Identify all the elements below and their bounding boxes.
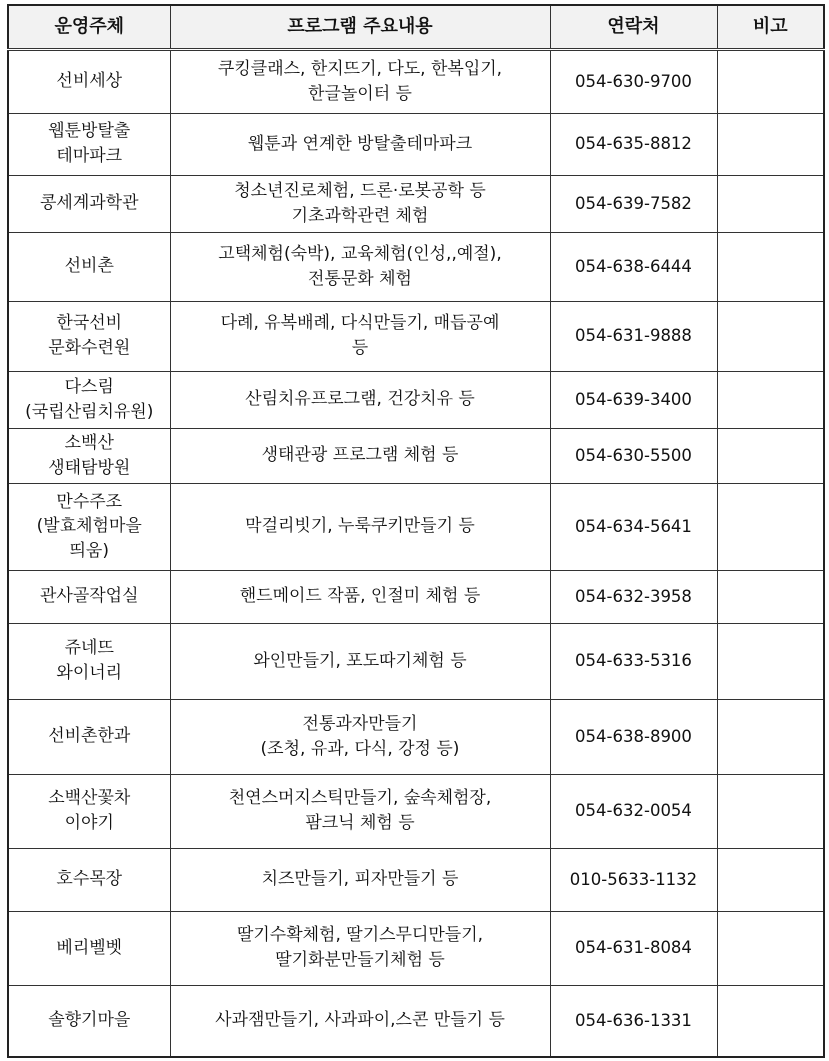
program-cell: 딸기수확체험, 딸기스무디만들기, 딸기화분만들기체험 등 <box>170 911 550 985</box>
contact-cell: 054-634-5641 <box>550 483 717 570</box>
contact-cell: 054-632-0054 <box>550 774 717 848</box>
table-row <box>8 232 824 301</box>
operator-cell: 솔향기마을 <box>8 985 170 1057</box>
table-row <box>8 301 824 371</box>
table-row <box>8 623 824 699</box>
contact-cell: 054-638-6444 <box>550 232 717 301</box>
program-cell: 다례, 유복배례, 다식만들기, 매듭공예 등 <box>170 301 550 371</box>
contact-cell: 054-636-1331 <box>550 985 717 1057</box>
contact-cell: 054-633-5316 <box>550 623 717 699</box>
operator-cell: 선비세상 <box>8 49 170 113</box>
contact-cell: 054-630-9700 <box>550 49 717 113</box>
contact-cell: 054-638-8900 <box>550 699 717 774</box>
note-cell <box>717 848 824 911</box>
operator-cell: 선비촌 <box>8 232 170 301</box>
operator-cell: 한국선비 문화수련원 <box>8 301 170 371</box>
operator-cell: 콩세계과학관 <box>8 175 170 232</box>
operator-cell: 호수목장 <box>8 848 170 911</box>
program-cell: 산림치유프로그램, 건강치유 등 <box>170 371 550 428</box>
operator-cell: 다스림 (국립산림치유원) <box>8 371 170 428</box>
note-cell <box>717 232 824 301</box>
program-cell: 와인만들기, 포도따기체험 등 <box>170 623 550 699</box>
program-cell: 천연스머지스틱만들기, 숲속체험장, 팜크닉 체험 등 <box>170 774 550 848</box>
header-program: 프로그램 주요내용 <box>170 5 550 49</box>
program-cell: 전통과자만들기 (조청, 유과, 다식, 강정 등) <box>170 699 550 774</box>
contact-cell: 054-639-3400 <box>550 371 717 428</box>
program-cell: 사과잼만들기, 사과파이,스콘 만들기 등 <box>170 985 550 1057</box>
program-cell: 핸드메이드 작품, 인절미 체험 등 <box>170 570 550 623</box>
note-cell <box>717 49 824 113</box>
contact-cell: 054-631-9888 <box>550 301 717 371</box>
note-cell <box>717 570 824 623</box>
note-cell <box>717 623 824 699</box>
operator-cell: 웹툰방탈출 테마파크 <box>8 113 170 175</box>
note-cell <box>717 175 824 232</box>
note-cell <box>717 371 824 428</box>
operator-cell: 소백산꽃차 이야기 <box>8 774 170 848</box>
table-row <box>8 985 824 1057</box>
operator-cell: 선비촌한과 <box>8 699 170 774</box>
contact-cell: 054-639-7582 <box>550 175 717 232</box>
contact-cell: 054-631-8084 <box>550 911 717 985</box>
operator-cell: 베리벨벳 <box>8 911 170 985</box>
program-cell: 고택체험(숙박), 교육체험(인성,,예절), 전통문화 체험 <box>170 232 550 301</box>
table-row <box>8 911 824 985</box>
table-row <box>8 848 824 911</box>
program-cell: 생태관광 프로그램 체험 등 <box>170 428 550 483</box>
header-note: 비고 <box>717 5 824 49</box>
operator-cell: 만수주조 (발효체험마을 띄움) <box>8 483 170 570</box>
note-cell <box>717 301 824 371</box>
contact-cell: 010-5633-1132 <box>550 848 717 911</box>
note-cell <box>717 699 824 774</box>
note-cell <box>717 428 824 483</box>
operator-cell: 소백산 생태탐방원 <box>8 428 170 483</box>
program-cell: 치즈만들기, 피자만들기 등 <box>170 848 550 911</box>
program-cell: 청소년진로체험, 드론·로봇공학 등 기초과학관련 체험 <box>170 175 550 232</box>
program-cell: 쿠킹클래스, 한지뜨기, 다도, 한복입기, 한글놀이터 등 <box>170 49 550 113</box>
table-row <box>8 49 824 113</box>
program-table <box>7 4 825 1058</box>
table-body <box>8 49 824 1057</box>
table-row <box>8 371 824 428</box>
table-row <box>8 428 824 483</box>
table-row <box>8 774 824 848</box>
note-cell <box>717 113 824 175</box>
program-cell: 웹툰과 연계한 방탈출테마파크 <box>170 113 550 175</box>
note-cell <box>717 774 824 848</box>
note-cell <box>717 911 824 985</box>
header-contact: 연락처 <box>550 5 717 49</box>
program-cell: 막걸리빗기, 누룩쿠키만들기 등 <box>170 483 550 570</box>
table-row <box>8 175 824 232</box>
operator-cell: 관사골작업실 <box>8 570 170 623</box>
contact-cell: 054-635-8812 <box>550 113 717 175</box>
note-cell <box>717 985 824 1057</box>
operator-cell: 쥬네뜨 와이너리 <box>8 623 170 699</box>
table-row <box>8 483 824 570</box>
program-table-container <box>7 4 823 1056</box>
note-cell <box>717 483 824 570</box>
table-row <box>8 113 824 175</box>
contact-cell: 054-632-3958 <box>550 570 717 623</box>
table-row <box>8 699 824 774</box>
table-row <box>8 570 824 623</box>
header-row <box>8 5 824 49</box>
contact-cell: 054-630-5500 <box>550 428 717 483</box>
header-operator: 운영주체 <box>8 5 170 49</box>
